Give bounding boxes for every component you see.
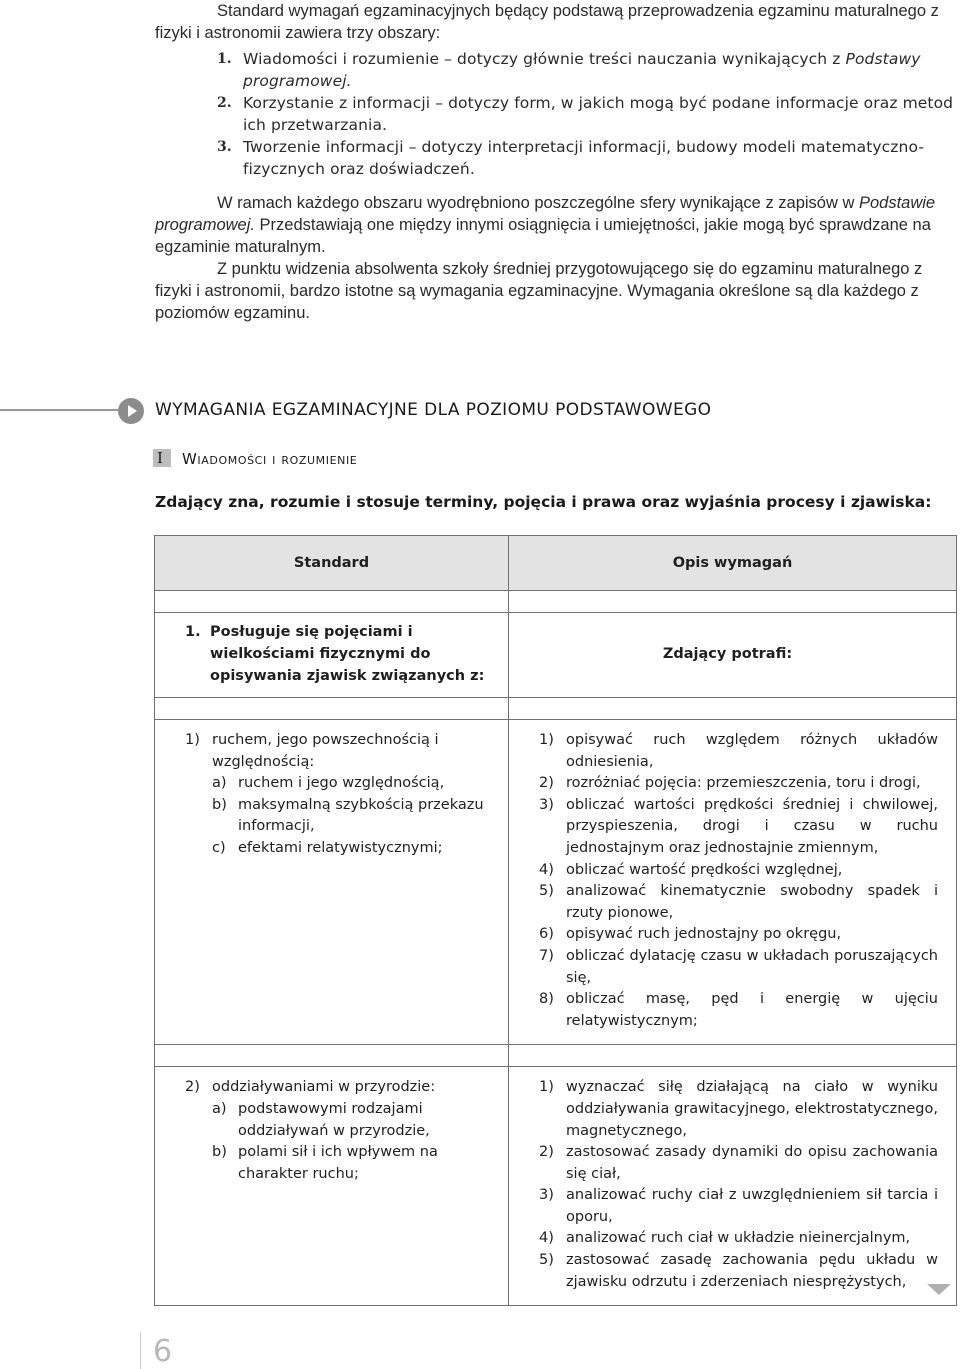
group-standard-cell (155, 613, 509, 698)
area-item (155, 48, 955, 92)
sub-item (212, 1099, 498, 1142)
list-item (539, 1077, 938, 1142)
play-circle-icon (118, 398, 144, 424)
area-item (155, 136, 955, 180)
lead-sentence: Zdający zna, rozumie i stosuje terminy, pojęcia i prawa oraz wyjaśnia procesy i zjawiska: (155, 493, 932, 511)
item-number: 3) (539, 796, 554, 813)
opis-cell (509, 720, 957, 1045)
item-text: obliczać dylatację czasu w układach poruszających się, (566, 947, 938, 986)
sub-text: ruchem i jego względnością, (238, 775, 445, 792)
item-number: 3) (539, 1187, 554, 1204)
list-item (539, 730, 938, 773)
triangle-down-icon (927, 1284, 951, 1295)
item-text: wyznaczać siłę działającą na ciało w wyniku oddziaływania grawitacyjnego, elektrostatycznego, magnetycznego, (566, 1079, 938, 1139)
list-item (539, 881, 938, 924)
row-gap (155, 1045, 957, 1067)
list-item (539, 1228, 938, 1250)
sub-item (212, 773, 498, 795)
row-gap (155, 698, 957, 720)
page-number: 6 (153, 1334, 173, 1369)
list-item (539, 860, 938, 882)
area-item (155, 92, 955, 136)
sub-letter: b) (212, 1144, 227, 1161)
item-text: analizować ruchy ciał z uwzględnieniem sił tarcia i oporu, (566, 1187, 938, 1225)
sub-item (212, 838, 498, 860)
intro-block (155, 0, 955, 324)
header-opis: Opis wymagań (509, 536, 957, 591)
requirements-table (154, 535, 957, 1306)
sub-text: efektami relatywistycznymi; (238, 839, 443, 856)
area-number: 2. (217, 95, 232, 111)
item-text: ruchem, jego powszechnością i względnością: (212, 732, 439, 770)
group-number: 1. (185, 624, 201, 640)
item-number: 1) (539, 732, 554, 748)
roman-numeral: I (157, 449, 163, 467)
item-number: 1) (185, 732, 200, 748)
p2-text-b: Przedstawiają one między innymi osiągnięcia i umiejętności, jakie mogą być sprawdzane na egzaminie maturalnym. (155, 216, 931, 256)
list-item (539, 989, 938, 1032)
sub-item (212, 795, 498, 838)
subsection-title: Wiadomości i rozumienie (182, 450, 358, 468)
sub-text: podstawowymi rodzajami oddziaływań w przyrodzie, (238, 1100, 430, 1139)
sub-item (212, 1142, 498, 1185)
item-text: oddziaływaniami w przyrodzie: (212, 1079, 436, 1096)
area-text: Korzystanie z informacji – dotyczy form, w jakich mogą być podane informacje oraz metod ich przetwarzania. (243, 94, 954, 134)
list-item (539, 1142, 938, 1185)
item-number: 4) (539, 861, 554, 878)
item-text: rozróżniać pojęcia: przemieszczenia, toru i drogi, (566, 775, 921, 792)
p2-text-a: W ramach każdego obszaru wyodrębniono poszczególne sfery wynikające z zapisów w (217, 194, 859, 212)
p2-italic: Podstawie programowej. (155, 194, 936, 234)
item-number: 2) (185, 1079, 200, 1096)
intro-paragraph-2 (155, 192, 955, 258)
list-item (539, 946, 938, 989)
item-text: analizować kinematycznie swobodny spadek i rzuty pionowe, (566, 883, 938, 921)
intro-paragraph-3: Z punktu widzenia absolwenta szkoły średniej przygotowującego się do egzaminu maturalnego z fizyki i astronomii, bardzo istotne są wymagania egzaminacyjne. Wymagania określone są dla każdego z poziomów egzaminu. (155, 260, 923, 322)
item-number: 8) (539, 991, 554, 1008)
item-number: 4) (539, 1230, 554, 1247)
area-text: Wiadomości i rozumienie – dotyczy głównie treści nauczania wynikających z (243, 50, 846, 68)
table-row (155, 720, 957, 1045)
item-text: zastosować zasady dynamiki do opisu zachowania się ciał, (566, 1144, 938, 1182)
area-text: Tworzenie informacji – dotyczy interpretacji informacji, budowy modeli matematyczno-fizycznych oraz doświadczeń. (243, 138, 925, 178)
item-text: obliczać wartości prędkości średniej i chwilowej, przyspieszenia, drogi i czasu w ruchu jednostajnym oraz jednostajnie zmiennym, (566, 796, 938, 856)
area-number: 3. (217, 139, 232, 155)
table-row (155, 1067, 957, 1306)
list-item (539, 773, 938, 795)
row-gap (155, 591, 957, 613)
section-title: WYMAGANIA EGZAMINACYJNE DLA POZIOMU PODSTAWOWEGO (155, 400, 712, 420)
sub-letter: a) (212, 1100, 227, 1117)
list-item (539, 924, 938, 946)
page-number-rule (140, 1332, 141, 1369)
item-number: 2) (539, 775, 554, 792)
sub-text: polami sił i ich wpływem na charakter ruchu; (238, 1144, 438, 1182)
opis-cell (509, 1067, 957, 1306)
header-standard: Standard (155, 536, 509, 591)
list-item (539, 1250, 938, 1293)
list-item (539, 795, 938, 860)
item-text: obliczać wartość prędkości względnej, (566, 861, 843, 878)
section-rule (0, 409, 118, 411)
item-number: 2) (539, 1144, 554, 1161)
areas-list (155, 48, 955, 180)
intro-paragraph-1: Standard wymagań egzaminacyjnych będący podstawą przeprowadzenia egzaminu maturalnego z fizyki i astronomii zawiera trzy obszary: (155, 2, 939, 42)
item-text: opisywać ruch jednostajny po okręgu, (566, 926, 842, 943)
list-item (185, 1077, 498, 1185)
item-number: 1) (539, 1079, 554, 1096)
sub-letter: a) (212, 775, 227, 792)
list-item (185, 730, 498, 860)
area-number: 1. (217, 51, 232, 67)
group-standard-text: Posługuje się pojęciami i wielkościami fizycznymi do opisywania zjawisk związanych z: (210, 624, 485, 684)
standard-cell (155, 720, 509, 1045)
group-opis-cell: Zdający potrafi: (509, 613, 957, 698)
item-text: opisywać ruch względem różnych układów odniesienia, (566, 732, 938, 770)
item-text: obliczać masę, pęd i energię w ujęciu relatywistycznym; (566, 991, 938, 1029)
item-text: analizować ruch ciał w układzie nieinercjalnym, (566, 1230, 911, 1247)
area-text-italic: Podstawy programowej. (243, 50, 921, 90)
item-number: 6) (539, 926, 554, 943)
standard-cell (155, 1067, 509, 1306)
item-number: 5) (539, 1252, 554, 1269)
item-number: 7) (539, 947, 554, 964)
list-item (539, 1185, 938, 1228)
group-row (155, 613, 957, 698)
item-text: zastosować zasadę zachowania pędu układu w zjawisku odrzutu i zderzeniach niesprężystych, (566, 1252, 938, 1290)
table-header-row (155, 536, 957, 591)
sub-text: maksymalną szybkością przekazu informacji, (238, 796, 484, 835)
item-number: 5) (539, 883, 554, 900)
sub-letter: c) (212, 839, 226, 856)
sub-letter: b) (212, 796, 227, 813)
